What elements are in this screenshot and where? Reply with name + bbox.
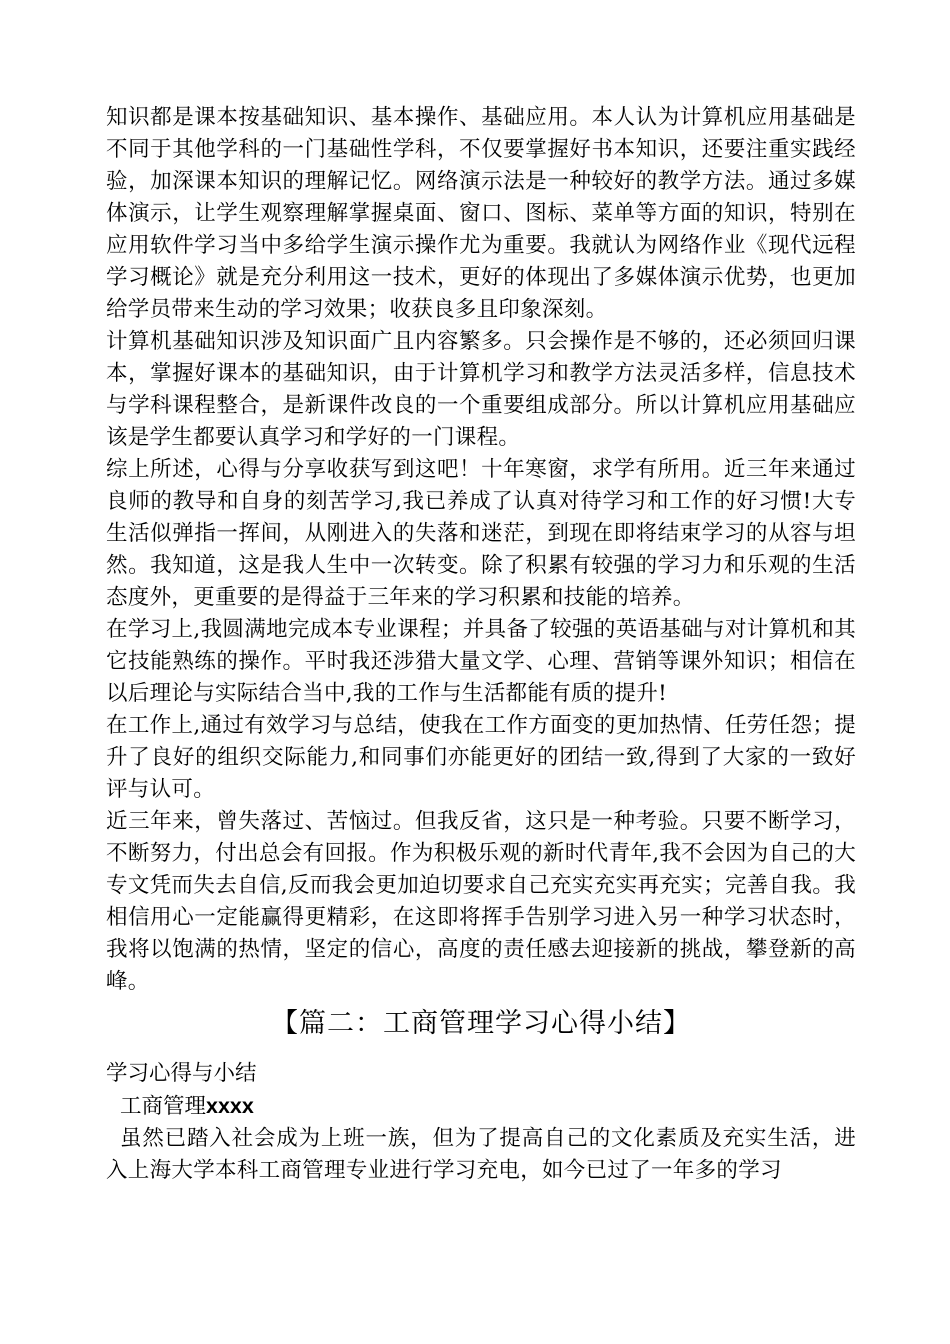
- document-page: [106, 102, 856, 1187]
- author-line: [106, 1090, 856, 1123]
- paragraph-summary: 综上所述，心得与分享收获写到这吧！十年寒窗，求学有所用。近三年来通过良师的教导和自身的刻苦学习,我已养成了认真对待学习和工作的好习惯!大专生活似弹指一挥间，从刚进入的失落和迷茫，到现在即将结束学习的从容与坦然。我知道，这是我人生中一次转变。除了积累有较强的学习力和乐观的生活态度外，更重要的是得益于三年来的学习积累和技能的培养。: [106, 457, 856, 610]
- author-prefix: 工商管理: [120, 1094, 207, 1119]
- paragraph-knowledge-scope: 计算机基础知识涉及知识面广且内容繁多。只会操作是不够的，还必须回归课本，掌握好课本的基础知识，由于计算机学习和教学方法灵活多样，信息技术与学科课程整合，是新课件改良的一个重要组成部分。所以计算机应用基础应该是学生都要认真学习和学好的一门课程。: [106, 329, 856, 450]
- author-name: xxxx: [206, 1094, 254, 1118]
- section-title: 【篇二：工商管理学习心得小结】: [271, 1008, 691, 1039]
- paragraph-computer-basics: 知识都是课本按基础知识、基本操作、基础应用。本人认为计算机应用基础是不同于其他学科的一门基础性学科，不仅要掌握好书本知识，还要注重实践经验，加深课本知识的理解记忆。网络演示法是一种较好的教学方法。通过多媒体演示，让学生观察理解掌握桌面、窗口、图标、菜单等方面的知识，特别在应用软件学习当中多给学生演示操作尤为重要。我就认为网络作业《现代远程学习概论》就是充分利用这一技术，更好的体现出了多媒体演示优势，也更加给学员带来生动的学习效果；收获良多且印象深刻。: [106, 105, 856, 322]
- intro-paragraph: 虽然已踏入社会成为上班一族，但为了提高自己的文化素质及充实生活，进入上海大学本科工商管理专业进行学习充电，如今已过了一年多的学习: [106, 1126, 856, 1183]
- section-subtitle: 学习心得与小结: [106, 1061, 257, 1086]
- paragraph-reflection: 近三年来，曾失落过、苦恼过。但我反省，这只是一种考验。只要不断学习，不断努力，付出总会有回报。作为积极乐观的新时代青年,我不会因为自己的大专文凭而失去自信,反而我会更加迫切要求自己充实充实再充实；完善自我。我相信用心一定能赢得更精彩，在这即将挥手告别学习进入另一种学习状态时，我将以饱满的热情，坚定的信心，高度的责任感去迎接新的挑战，攀登新的高峰。: [106, 809, 856, 994]
- paragraph-work: 在工作上,通过有效学习与总结，使我在工作方面变的更加热情、任劳任怨；提升了良好的组织交际能力,和同事们亦能更好的团结一致,得到了大家的一致好评与认可。: [106, 713, 856, 802]
- paragraph-study: 在学习上,我圆满地完成本专业课程；并具备了较强的英语基础与对计算机和其它技能熟练的操作。平时我还涉猎大量文学、心理、营销等课外知识；相信在以后理论与实际结合当中,我的工作与生活都能有质的提升!: [106, 617, 856, 706]
